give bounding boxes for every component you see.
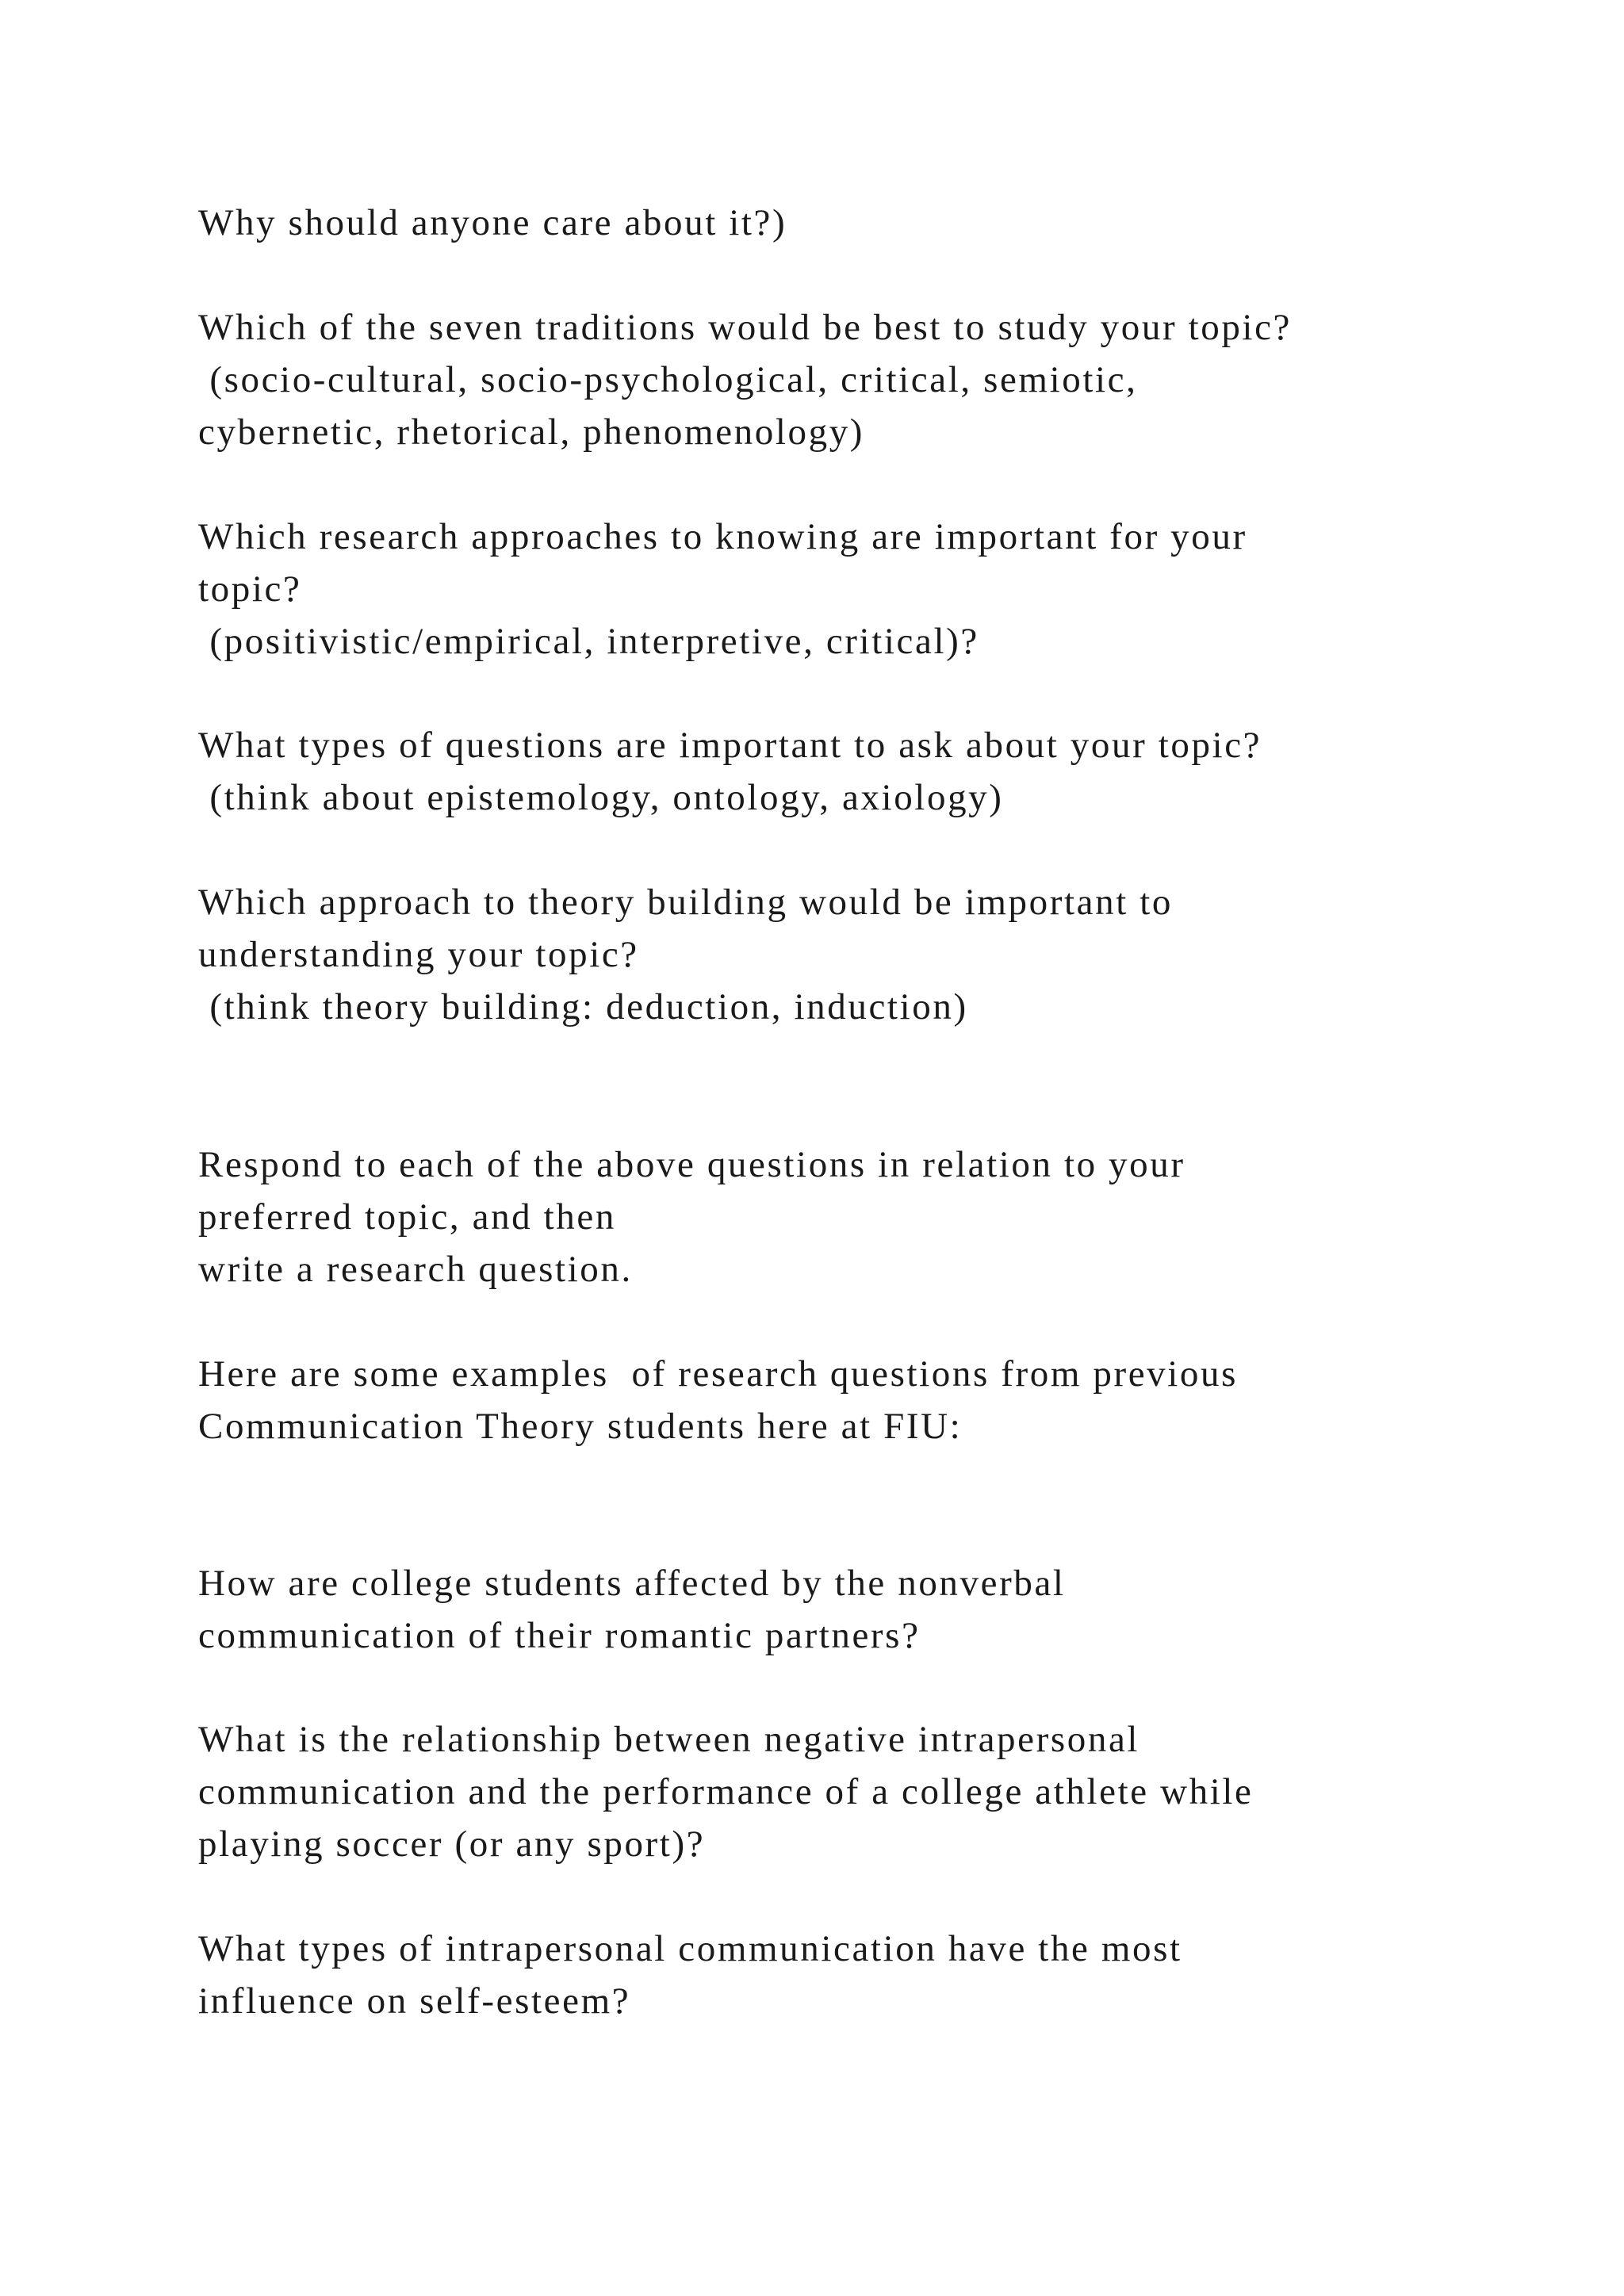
text-line: Which research approaches to knowing are important for your bbox=[198, 516, 1247, 557]
text-line: playing soccer (or any sport)? bbox=[198, 1823, 706, 1865]
text-line: (think about epistemology, ontology, axiology) bbox=[198, 777, 1004, 818]
text-line: write a research question. bbox=[198, 1249, 633, 1290]
text-line: influence on self-esteem? bbox=[198, 1980, 631, 2022]
text-line: (socio-cultural, socio-psychological, critical, semiotic, bbox=[198, 359, 1138, 400]
text-line: What types of intrapersonal communication have the most bbox=[198, 1928, 1182, 1969]
text-line: (think theory building: deduction, induction) bbox=[198, 986, 968, 1027]
text-line: Why should anyone care about it?) bbox=[198, 202, 787, 243]
text-line: communication and the performance of a college athlete while bbox=[198, 1771, 1254, 1812]
text-line: communication of their romantic partners? bbox=[198, 1615, 921, 1656]
text-line: What is the relationship between negative intrapersonal bbox=[198, 1719, 1140, 1760]
text-line: Respond to each of the above questions in relation to your bbox=[198, 1144, 1185, 1185]
text-line: What types of questions are important to ask about your topic? bbox=[198, 725, 1262, 766]
text-line: Here are some examples of research questions from previous bbox=[198, 1353, 1239, 1395]
text-line: How are college students affected by the nonverbal bbox=[198, 1563, 1066, 1604]
text-line: Communication Theory students here at FIU: bbox=[198, 1406, 963, 1447]
text-line: cybernetic, rhetorical, phenomenology) bbox=[198, 411, 865, 453]
text-line: topic? bbox=[198, 568, 302, 610]
text-line: (positivistic/empirical, interpretive, critical)? bbox=[198, 621, 979, 662]
text-line: Which of the seven traditions would be best to study your topic? bbox=[198, 307, 1293, 348]
text-line: preferred topic, and then bbox=[198, 1196, 616, 1238]
text-line: understanding your topic? bbox=[198, 934, 639, 975]
text-line: Which approach to theory building would be important to bbox=[198, 882, 1173, 923]
